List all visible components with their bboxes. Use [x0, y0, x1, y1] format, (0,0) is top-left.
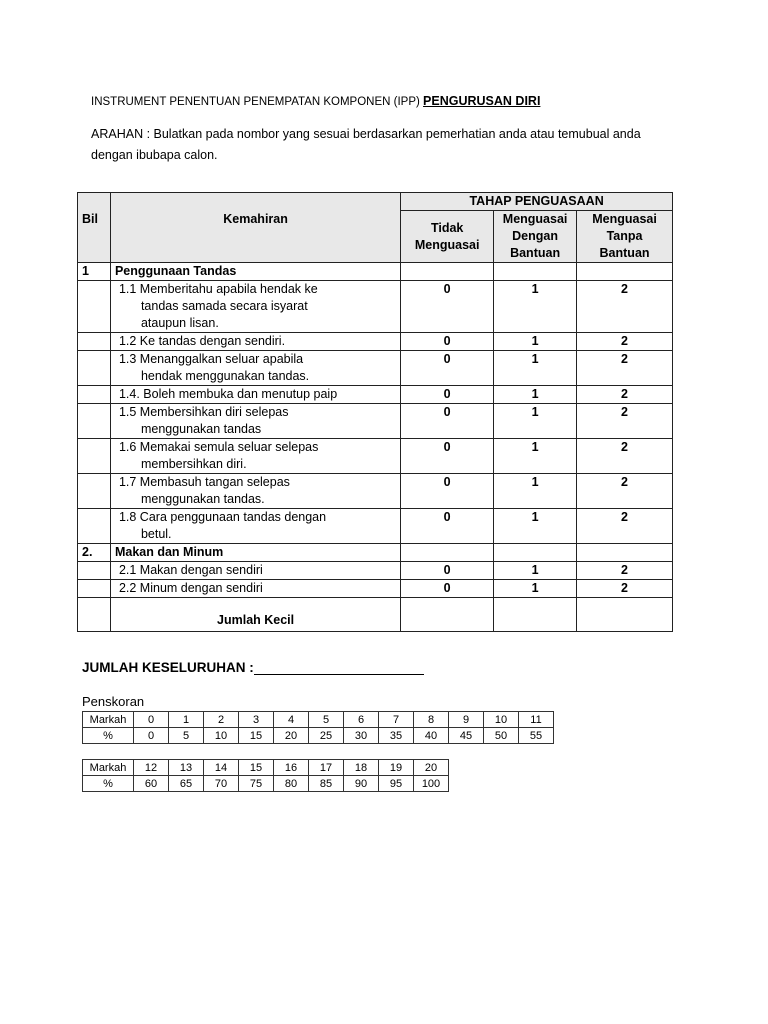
score-cell: 9 [449, 712, 484, 728]
score-option-2[interactable]: 2 [577, 386, 673, 404]
skill-cell [110, 580, 400, 598]
score-cell: 15 [239, 760, 274, 776]
assessment-table [77, 192, 673, 632]
score-cell: 80 [274, 776, 309, 792]
header-col-dengan: Menguasai Dengan Bantuan [494, 211, 577, 263]
markah-row [83, 712, 554, 728]
skill-line: tandas samada secara isyarat [140, 299, 308, 313]
score-cell: 45 [449, 728, 484, 744]
score-option-0[interactable]: 0 [401, 333, 494, 351]
score-cell: 4 [274, 712, 309, 728]
heading-prefix: INSTRUMENT PENENTUAN PENEMPATAN KOMPONEN (IPP) [91, 96, 424, 108]
skill-cell [110, 281, 400, 333]
score-option-2[interactable]: 2 [577, 474, 673, 509]
skill-line: hendak menggunakan tandas. [140, 369, 310, 383]
percent-row [83, 728, 554, 744]
skill-cell [110, 439, 400, 474]
subtotal-cell-2[interactable] [577, 598, 673, 632]
header-col-tanpa: Menguasai Tanpa Bantuan [577, 211, 673, 263]
score-option-1[interactable]: 1 [494, 509, 577, 544]
score-option-1[interactable]: 1 [494, 439, 577, 474]
scoring-table-2 [82, 759, 449, 792]
score-option-2[interactable]: 2 [577, 404, 673, 439]
markah-row [83, 760, 449, 776]
subtotal-label: Jumlah Kecil [110, 598, 400, 632]
score-cell: 15 [239, 728, 274, 744]
skill-line: ataupun lisan. [140, 316, 219, 330]
header-bil: Bil [78, 193, 111, 263]
score-cell: 13 [169, 760, 204, 776]
table-row [78, 386, 673, 404]
section-bil: 2. [78, 544, 111, 562]
heading-emphasis: PENGURUSAN DIRI [423, 94, 541, 108]
score-option-1[interactable]: 1 [494, 580, 577, 598]
score-option-0[interactable]: 0 [401, 562, 494, 580]
table-row [78, 509, 673, 544]
grand-total [82, 660, 424, 675]
score-option-2[interactable]: 2 [577, 439, 673, 474]
score-cell: 100 [414, 776, 449, 792]
skill-line: 1.3 Menanggalkan seluar apabila [118, 352, 304, 366]
header-skill: Kemahiran [110, 193, 400, 263]
score-option-2[interactable]: 2 [577, 281, 673, 333]
scoring-table-1 [82, 711, 554, 744]
score-cell: 10 [484, 712, 519, 728]
score-option-1[interactable]: 1 [494, 351, 577, 386]
score-cell: 6 [344, 712, 379, 728]
skill-line: betul. [140, 527, 172, 541]
section-row [78, 263, 673, 281]
table-row [78, 404, 673, 439]
skill-line: membersihkan diri. [140, 457, 247, 471]
score-cell: 11 [519, 712, 554, 728]
percent-row [83, 776, 449, 792]
score-cell: 19 [379, 760, 414, 776]
subtotal-row [78, 598, 673, 632]
skill-line: 1.8 Cara penggunaan tandas dengan [118, 510, 327, 524]
document-heading [91, 94, 540, 108]
score-cell: 12 [134, 760, 169, 776]
skill-cell [110, 386, 400, 404]
score-option-1[interactable]: 1 [494, 474, 577, 509]
table-row [78, 474, 673, 509]
table-row [78, 333, 673, 351]
score-option-0[interactable]: 0 [401, 580, 494, 598]
score-option-0[interactable]: 0 [401, 351, 494, 386]
markah-label: Markah [83, 712, 134, 728]
skill-line: 1.4. Boleh membuka dan menutup paip [118, 387, 338, 401]
skill-cell [110, 333, 400, 351]
percent-label: % [83, 728, 134, 744]
header-group: TAHAP PENGUASAAN [401, 193, 673, 211]
header-col-tidak: Tidak Menguasai [401, 211, 494, 263]
score-option-0[interactable]: 0 [401, 281, 494, 333]
score-cell: 18 [344, 760, 379, 776]
score-option-0[interactable]: 0 [401, 509, 494, 544]
score-cell: 10 [204, 728, 239, 744]
score-cell: 5 [169, 728, 204, 744]
score-option-1[interactable]: 1 [494, 333, 577, 351]
subtotal-cell-0[interactable] [401, 598, 494, 632]
score-option-0[interactable]: 0 [401, 386, 494, 404]
score-cell: 20 [274, 728, 309, 744]
score-option-2[interactable]: 2 [577, 562, 673, 580]
table-row [78, 351, 673, 386]
skill-cell [110, 509, 400, 544]
section-title: Makan dan Minum [110, 544, 400, 562]
skill-line: 2.2 Minum dengan sendiri [118, 581, 263, 595]
subtotal-cell-1[interactable] [494, 598, 577, 632]
score-option-2[interactable]: 2 [577, 580, 673, 598]
score-cell: 90 [344, 776, 379, 792]
score-cell: 55 [519, 728, 554, 744]
score-cell: 0 [134, 712, 169, 728]
score-cell: 8 [414, 712, 449, 728]
score-cell: 5 [309, 712, 344, 728]
score-cell: 70 [204, 776, 239, 792]
score-cell: 3 [239, 712, 274, 728]
skill-cell [110, 404, 400, 439]
skill-line: menggunakan tandas. [140, 492, 265, 506]
score-cell: 20 [414, 760, 449, 776]
score-cell: 60 [134, 776, 169, 792]
score-cell: 85 [309, 776, 344, 792]
score-cell: 14 [204, 760, 239, 776]
score-cell: 95 [379, 776, 414, 792]
table-row [78, 562, 673, 580]
table-row [78, 439, 673, 474]
scoring-title: Penskoran [82, 694, 145, 709]
percent-label: % [83, 776, 134, 792]
score-cell: 16 [274, 760, 309, 776]
skill-line: 1.1 Memberitahu apabila hendak ke [118, 282, 318, 296]
section-title: Penggunaan Tandas [110, 263, 400, 281]
markah-label: Markah [83, 760, 134, 776]
score-cell: 7 [379, 712, 414, 728]
score-cell: 30 [344, 728, 379, 744]
section-bil: 1 [78, 263, 111, 281]
score-option-1[interactable]: 1 [494, 562, 577, 580]
score-option-1[interactable]: 1 [494, 281, 577, 333]
section-row [78, 544, 673, 562]
score-cell: 1 [169, 712, 204, 728]
skill-line: 1.2 Ke tandas dengan sendiri. [118, 334, 286, 348]
score-cell: 17 [309, 760, 344, 776]
table-row [78, 580, 673, 598]
skill-line: 1.6 Memakai semula seluar selepas [118, 440, 319, 454]
score-option-1[interactable]: 1 [494, 386, 577, 404]
score-cell: 50 [484, 728, 519, 744]
score-cell: 0 [134, 728, 169, 744]
score-option-2[interactable]: 2 [577, 509, 673, 544]
score-option-2[interactable]: 2 [577, 351, 673, 386]
table-row [78, 281, 673, 333]
skill-line: menggunakan tandas [140, 422, 262, 436]
skill-cell [110, 351, 400, 386]
skill-line: 2.1 Makan dengan sendiri [118, 563, 263, 577]
score-cell: 35 [379, 728, 414, 744]
skill-cell [110, 474, 400, 509]
score-option-1[interactable]: 1 [494, 404, 577, 439]
score-cell: 40 [414, 728, 449, 744]
skill-cell [110, 562, 400, 580]
score-cell: 75 [239, 776, 274, 792]
skill-line: 1.7 Membasuh tangan selepas [118, 475, 290, 489]
score-option-2[interactable]: 2 [577, 333, 673, 351]
score-cell: 25 [309, 728, 344, 744]
score-cell: 2 [204, 712, 239, 728]
instructions: ARAHAN : Bulatkan pada nombor yang sesuai berdasarkan pemerhatian anda atau temubual anda dengan ibubapa calon. [91, 127, 641, 162]
score-option-0[interactable]: 0 [401, 404, 494, 439]
grand-total-label: JUMLAH KESELURUHAN : [82, 660, 254, 675]
skill-line: 1.5 Membersihkan diri selepas [118, 405, 289, 419]
score-cell: 65 [169, 776, 204, 792]
score-option-0[interactable]: 0 [401, 439, 494, 474]
score-option-0[interactable]: 0 [401, 474, 494, 509]
grand-total-blank[interactable] [254, 660, 424, 675]
